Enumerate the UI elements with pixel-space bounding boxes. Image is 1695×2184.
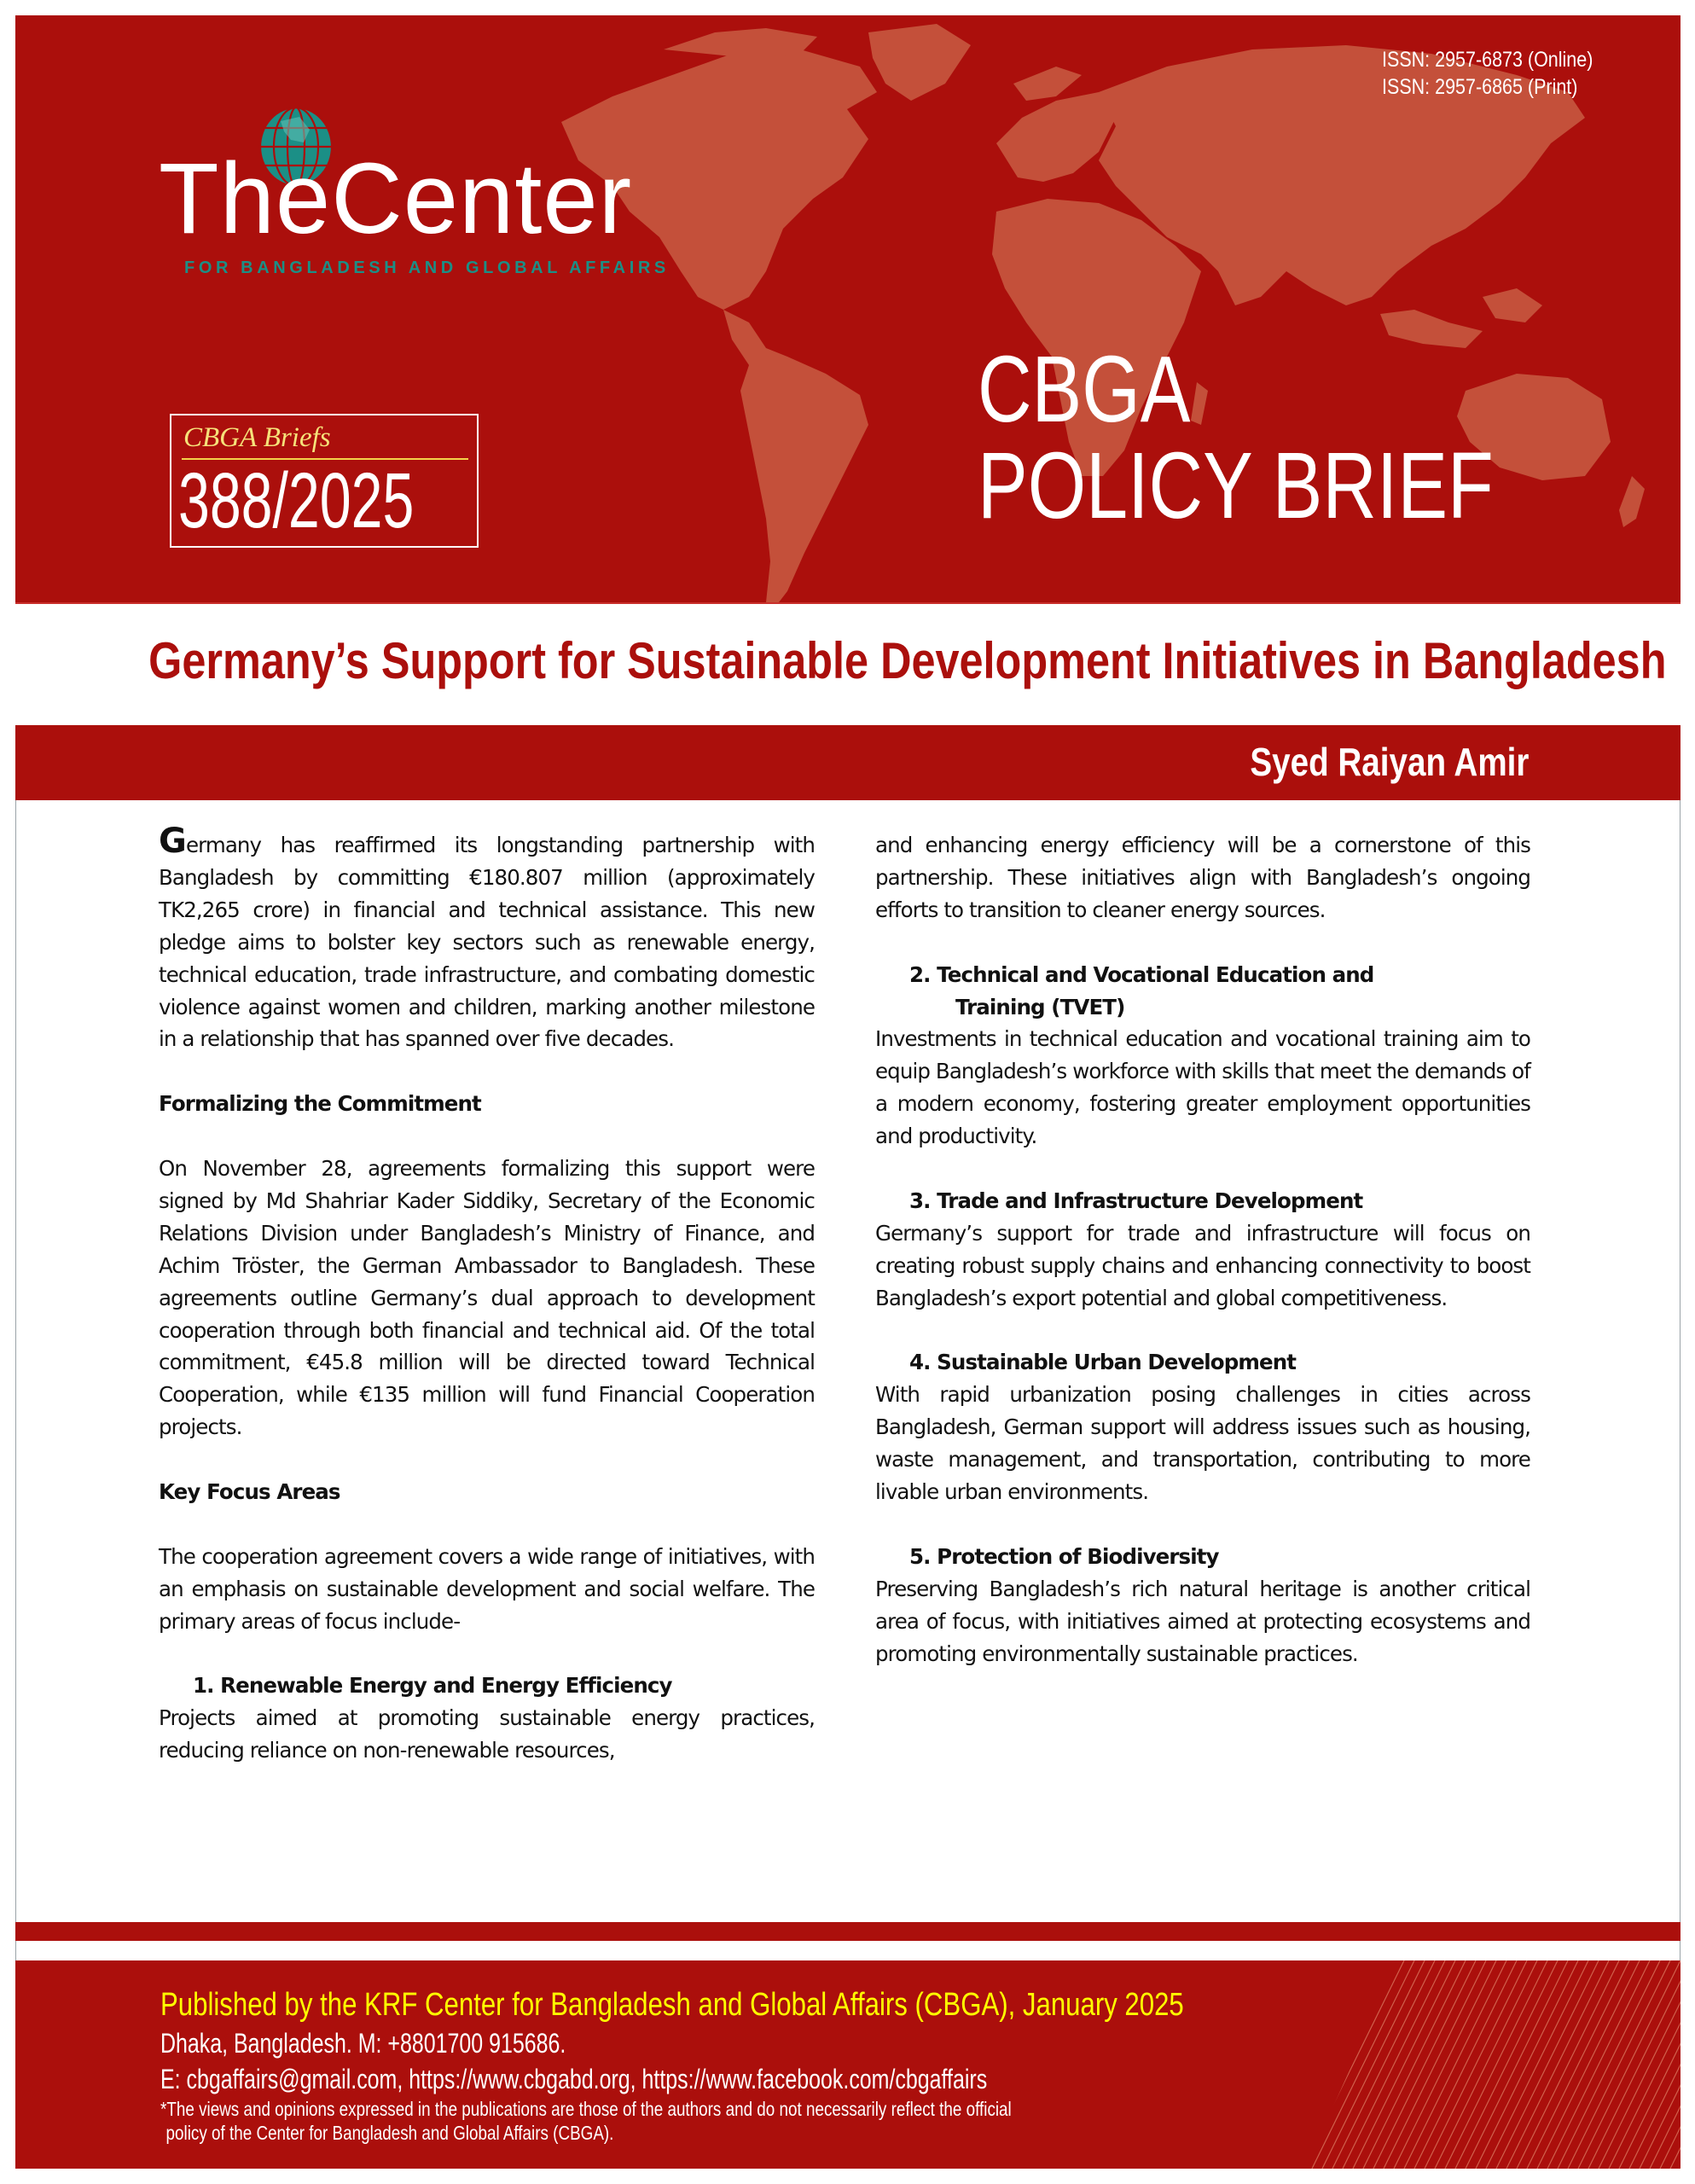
document-title: Germany’s Support for Sustainable Development Initiatives in Bangladesh [148, 632, 1667, 689]
author-name: Syed Raiyan Amir [1249, 740, 1529, 784]
focus-area-heading: 3. Trade and Infrastructure Development [909, 1188, 1363, 1213]
diagonal-stripes-decoration [1305, 1960, 1680, 2169]
brand-title-line1: CBGA [978, 337, 1191, 442]
issn-block [1382, 46, 1593, 101]
focus-area-text: Projects aimed at promoting sustainable energy practices, reducing reliance on non-renewable resources, [159, 1705, 815, 1763]
issn-print: ISSN: 2957-6865 (Print) [1382, 75, 1578, 99]
body-column-left [159, 822, 815, 1767]
focus-area-heading: 5. Protection of Biodiversity [909, 1543, 1219, 1569]
series-badge [170, 414, 479, 548]
section-paragraph: The cooperation agreement covers a wide range of initiatives, with an emphasis on sustainable development and social welfare. The primary areas of focus include- [159, 1543, 815, 1634]
focus-area-heading: 2. Technical and Vocational Education and Training (TVET) [909, 961, 1374, 1019]
footer-divider-bar [15, 1922, 1680, 1941]
section-heading: Formalizing the Commitment [159, 1091, 481, 1117]
focus-area-text: and enhancing energy efficiency will be a cornerstone of this partnership. These initiatives align with Bangladesh’s ongoing efforts to transition to cleaner energy sources. [875, 833, 1530, 922]
focus-area-text: With rapid urbanization posing challenges in cities across Bangladesh, German support will address issues such as housing, waste management, and transportation, contributing to more livable urban environments. [875, 1382, 1530, 1505]
drop-cap: G [159, 822, 186, 861]
logo-subtitle: FOR BANGLADESH AND GLOBAL AFFAIRS [184, 258, 670, 277]
footer [15, 1960, 1680, 2169]
logo-wordmark: TheCenter [159, 142, 633, 255]
author-band [15, 725, 1680, 800]
series-number: 388/2025 [178, 457, 415, 544]
section-paragraph: On November 28, agreements formalizing this support were signed by Md Shahriar Kader Siddiky, Secretary of the Economic Relations Division under Bangladesh’s Ministry of Finance, and Achim Tröster, the German Ambassador to Bangladesh. These agreements outline Germany’s dual approach to development cooperation through both financial and technical aid. Of the total commitment, €45.8 million will be directed toward Technical Cooperation, while €135 million will fund Financial Cooperation projects. [159, 1156, 815, 1440]
title-band [15, 602, 1680, 725]
series-label: CBGA Briefs [183, 422, 331, 453]
focus-area-heading: 4. Sustainable Urban Development [909, 1350, 1297, 1375]
section-heading: Key Focus Areas [159, 1479, 340, 1505]
focus-area-text: Preserving Bangladesh’s rich natural heritage is another critical area of focus, with initiatives aimed at protecting ecosystems and promoting environmentally sustainable practices. [875, 1576, 1530, 1666]
address-line: Dhaka, Bangladesh. M: +8801700 915686. [160, 2028, 566, 2059]
publisher-line: Published by the KRF Center for Bangladesh and Global Affairs (CBGA), January 2025 [160, 1987, 1184, 2023]
focus-area-text: Germany’s support for trade and infrastructure will focus on creating robust supply chains and enhancing connectivity to boost Bangladesh’s export potential and global competitiveness. [875, 1220, 1530, 1310]
header-banner [15, 15, 1680, 602]
disclaimer: *The views and opinions expressed in the publications are those of the authors and do not necessarily reflect the official policy of the Center for Bangladesh and Global Affairs (CBGA). [160, 2098, 1012, 2144]
focus-area-heading: 1. Renewable Energy and Energy Efficiency [193, 1673, 672, 1699]
brand-title-line2: POLICY BRIEF [978, 433, 1494, 538]
contact-line: E: cbgaffairs@gmail.com, https://www.cbgabd.org, https://www.facebook.com/cbgaffairs [160, 2064, 988, 2094]
focus-area-text: Investments in technical education and vocational training aim to equip Bangladesh’s workforce with skills that meet the demands of a modern economy, fostering greater employment opportunities and productivity. [875, 1026, 1530, 1149]
intro-paragraph: Germany has reaffirmed its longstanding partnership with Bangladesh by committing €180.807 million (approximately TK2,265 crore) in financial and technical assistance. This new pledge aims to bolster key sectors such as renewable energy, technical education, trade infrastructure, and combating domestic violence against women and children, marking another milestone in a relationship that has spanned over five decades. [159, 822, 815, 1052]
issn-online: ISSN: 2957-6873 (Online) [1382, 48, 1593, 72]
body-column-right [875, 829, 1530, 1670]
